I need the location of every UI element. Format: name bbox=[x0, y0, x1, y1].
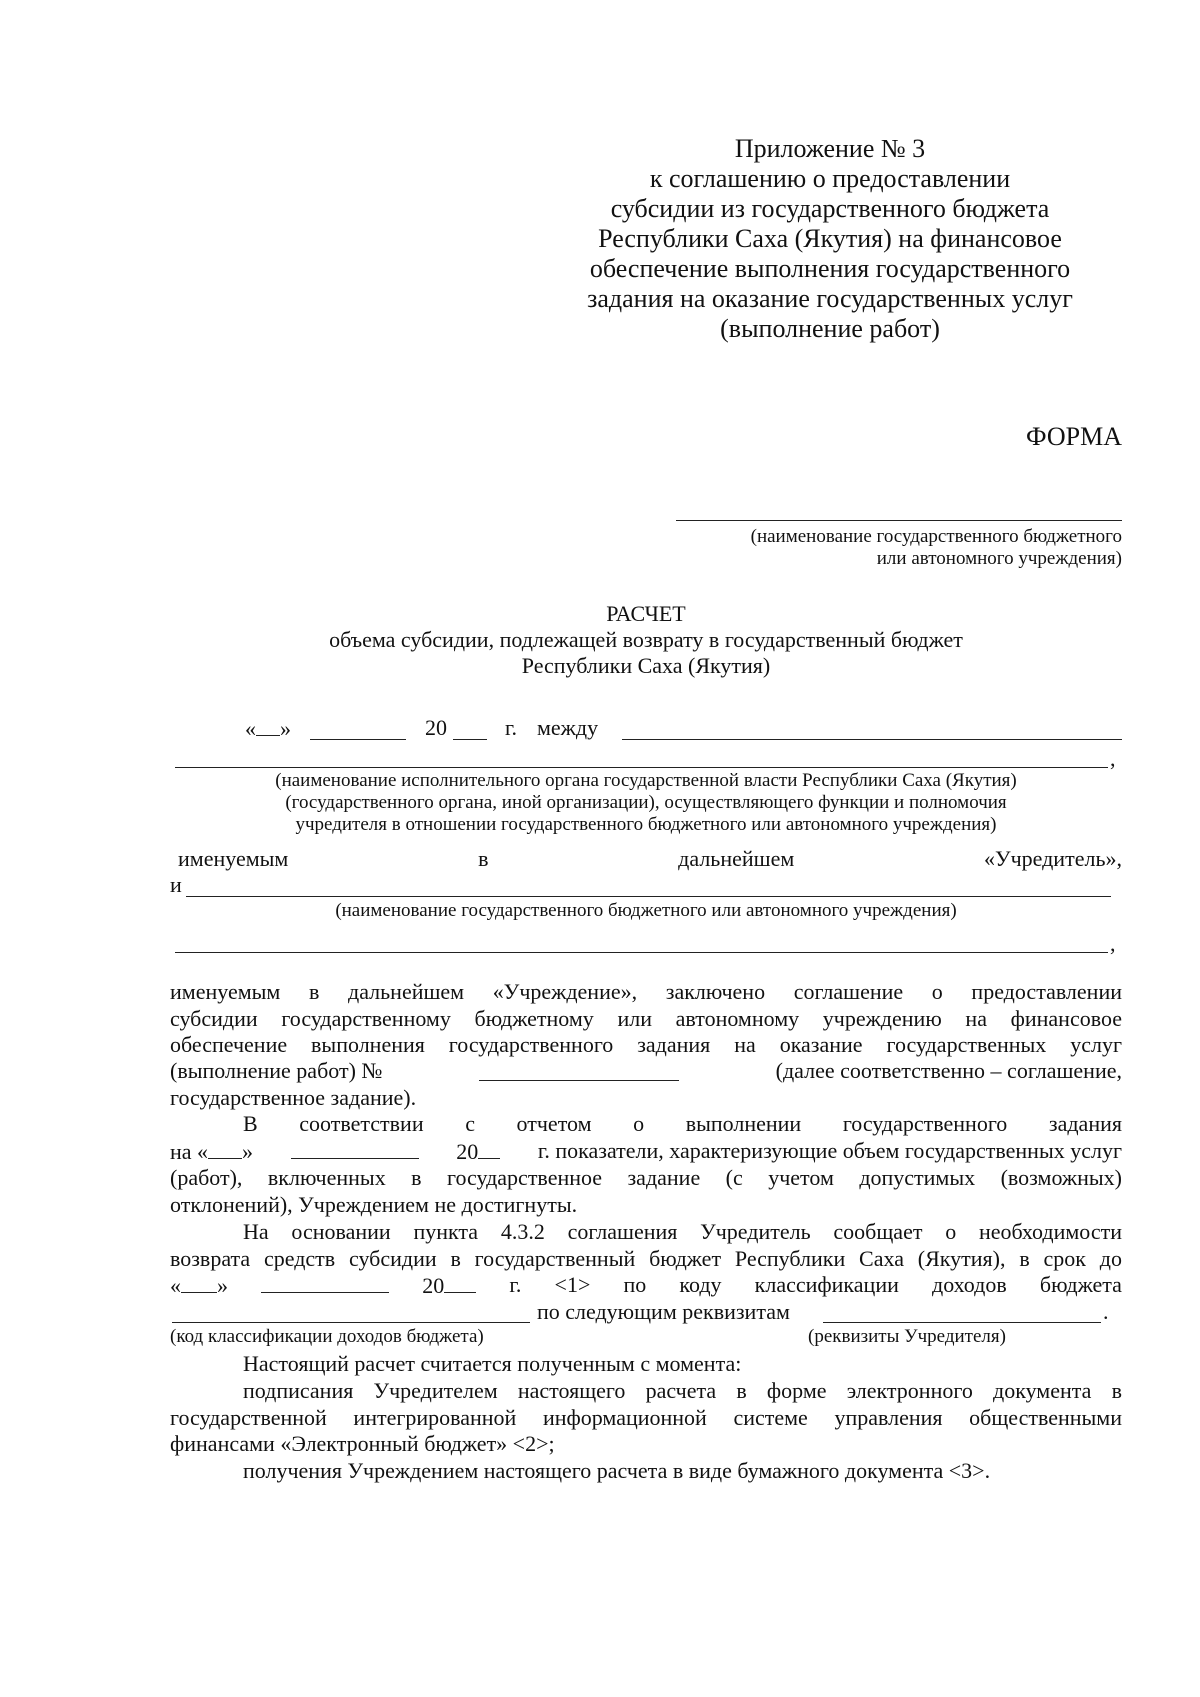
return-month-field[interactable] bbox=[261, 1272, 389, 1293]
paragraph-electronic: подписания Учредителем настоящего расчета в форме электронного документа в государственной интегрированной информационной системе управления общественными финансами «Электронный бюджет» <2>; bbox=[170, 1378, 1122, 1456]
appendix-line: обеспечение выполнения государственного bbox=[589, 254, 1071, 283]
institution-name-line-2[interactable] bbox=[186, 896, 1111, 897]
document-title bbox=[170, 601, 1122, 679]
paragraph-receipt: Настоящий расчет считается полученным с момента: bbox=[243, 1351, 742, 1376]
appendix-line: субсидии из государственного бюджета bbox=[610, 194, 1050, 223]
appendix-line: Республики Саха (Якутия) на финансовое bbox=[598, 224, 1062, 253]
return-year-field[interactable] bbox=[444, 1272, 476, 1293]
paragraph-return: На основании пункта 4.3.2 соглашения Учредитель сообщает о необходимости возврата средств субсидии в государственный бюджет Республики Саха (Якутия), в срок до bbox=[170, 1219, 1122, 1271]
report-row: В соответствии с отчетом о выполнении государственного задания bbox=[243, 1111, 1122, 1136]
between-word: между bbox=[537, 715, 599, 740]
return-day-field[interactable] bbox=[181, 1272, 217, 1293]
report-day-field[interactable] bbox=[208, 1138, 242, 1159]
paragraph-report: (работ), включенных в государственное задание (с учетом допустимых (возможных) отклонений), Учреждением не достигнуты. bbox=[170, 1165, 1122, 1217]
appendix-line: Приложение № 3 bbox=[734, 134, 926, 163]
paragraph-agreement: именуемым в дальнейшем «Учреждение», заключено соглашение о предоставлении субсидии государственному бюджетному или автономному учреждению на финансовое обеспечение выполнения государственного задания на оказание государственных услуг bbox=[170, 979, 1122, 1057]
title-line: объема субсидии, подлежащей возврату в государственный бюджет bbox=[329, 627, 963, 652]
return-date-row: « » 20 г. <1> по коду классификации доходов бюджета bbox=[170, 1272, 1122, 1298]
appendix-line: к соглашению о предоставлении bbox=[649, 164, 1011, 193]
period: . bbox=[1103, 1299, 1109, 1324]
month-field[interactable] bbox=[310, 739, 406, 740]
institution-name-line[interactable] bbox=[676, 520, 1122, 521]
report-date-row: на « » 20 г. показатели, характеризующие объем государственных услуг bbox=[170, 1138, 1122, 1164]
year-suffix: г. bbox=[505, 715, 518, 740]
day-field[interactable] bbox=[256, 715, 280, 736]
income-code-caption: (код классификации доходов бюджета) bbox=[170, 1326, 484, 1347]
requisites-caption: (реквизиты Учредителя) bbox=[808, 1326, 1006, 1347]
title-heading: РАСЧЕТ bbox=[606, 601, 686, 626]
income-code-field[interactable] bbox=[172, 1322, 530, 1323]
institution-caption-2: (наименование государственного бюджетного или автономного учреждения) bbox=[335, 900, 957, 921]
founder-caption: (наименование исполнительного органа государственной власти Республики Саха (Якутия) (государственного органа, иной организации), осуществляющего функции и полномочия учредителя в отношении государственного бюджетного или автономного учреждения) bbox=[275, 770, 1017, 835]
year-field[interactable] bbox=[453, 739, 487, 740]
agreement-number-row: (выполнение работ) № (далее соответственно – соглашение, bbox=[170, 1058, 1122, 1083]
comma: , bbox=[1110, 746, 1116, 771]
appendix-line: задания на оказание государственных услуг bbox=[587, 284, 1073, 313]
title-line: Республики Саха (Якутия) bbox=[521, 653, 771, 678]
institution-name-line-3[interactable] bbox=[175, 952, 1108, 953]
appendix-line: (выполнение работ) bbox=[720, 314, 940, 343]
and-word: и bbox=[170, 872, 182, 897]
agreement-number-field[interactable] bbox=[479, 1058, 679, 1081]
form-label: ФОРМА bbox=[1026, 422, 1122, 451]
paragraph-line: государственное задание). bbox=[170, 1085, 417, 1110]
named-founder-row: именуемым в дальнейшем «Учредитель», bbox=[178, 846, 1122, 871]
requisites-label: по следующим реквизитам bbox=[537, 1299, 790, 1324]
requisites-field[interactable] bbox=[823, 1322, 1101, 1323]
date-row: « » bbox=[245, 716, 291, 741]
comma: , bbox=[1110, 931, 1116, 956]
founder-name-line-2[interactable] bbox=[175, 767, 1108, 768]
year-prefix: 20 bbox=[425, 715, 447, 740]
report-year-field[interactable] bbox=[478, 1138, 500, 1159]
institution-caption: (наименование государственного бюджетного или автономного учреждения) bbox=[750, 526, 1122, 569]
paragraph-paper: получения Учреждением настоящего расчета в виде бумажного документа <3>. bbox=[243, 1458, 991, 1483]
founder-name-line-1[interactable] bbox=[622, 739, 1122, 740]
appendix-header bbox=[560, 134, 1100, 344]
report-month-field[interactable] bbox=[291, 1138, 419, 1159]
